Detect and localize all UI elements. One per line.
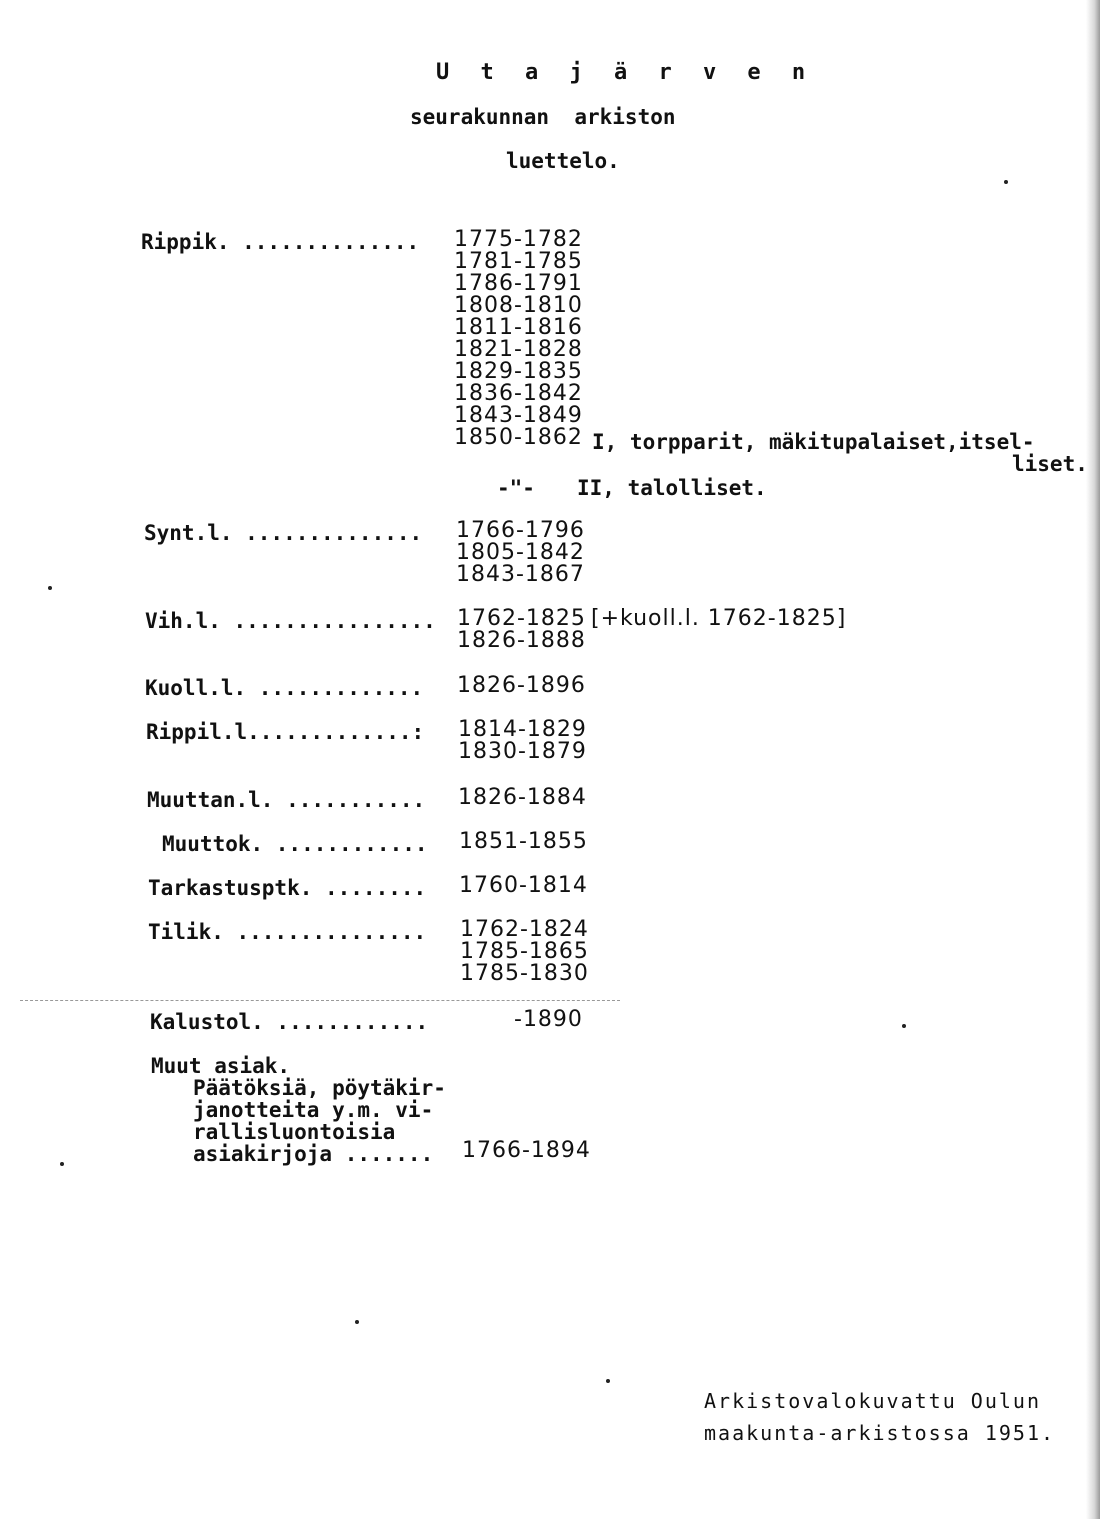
entry-dates-muuttok: 1851-1855 [459, 829, 588, 854]
entry-dates-synt: 1766-1796 1805-1842 1843-1867 [456, 518, 585, 587]
entry-dates-tilik: 1762-1824 1785-1865 1785-1830 [460, 917, 589, 986]
footer-line-2: maakunta-arkistossa 1951. [704, 1421, 1056, 1445]
document-title: U t a j ä r v e n [436, 60, 815, 85]
document-subtitle-2: luettelo. [506, 149, 620, 173]
entry-desc-muut: Päätöksiä, pöytäkir- janotteita y.m. vi- rallisluontoisia asiakirjoja ....... [193, 1076, 446, 1166]
entry-dates-muut: 1766-1894 [462, 1138, 591, 1163]
entry-label-kalustol: Kalustol. ............ [150, 1010, 429, 1034]
scan-speck [355, 1320, 359, 1324]
entry-note-rippik-1b: liset. [1012, 452, 1088, 476]
entry-note-rippik-1: I, torpparit, mäkitupalaiset,itsel- [592, 430, 1035, 454]
scan-speck [902, 1024, 906, 1028]
entry-label-kuoll: Kuoll.l. ............. [145, 676, 424, 700]
faint-rule [20, 1000, 620, 1001]
scan-speck [1004, 180, 1008, 184]
entry-label-vih: Vih.l. ................ [145, 609, 436, 633]
entry-note-rippik-2: II, talolliset. [577, 476, 767, 500]
entry-label-muut: Muut asiak. [151, 1054, 291, 1078]
entry-ditto-rippik: -"- [497, 476, 535, 500]
entry-dates-rippik: 1775-1782 1781-1785 1786-1791 1808-1810 1811-1816 1821-1828 1829-1835 1836-1842 1843-1849 1850-1862 [454, 227, 583, 450]
entry-dates-rippil: 1814-1829 1830-1879 [458, 717, 587, 764]
entry-label-rippil: Rippil.l.............: [146, 720, 425, 744]
entry-label-tarkastusptk: Tarkastusptk. ........ [148, 876, 427, 900]
scan-speck [60, 1162, 64, 1166]
entry-label-muuttok: Muuttok. ............ [162, 832, 428, 856]
entry-dates-kuoll: 1826-1896 [457, 673, 586, 698]
entry-note-vih: [+kuoll.l. 1762-1825] [591, 606, 847, 631]
page-edge-shadow [1086, 0, 1100, 1519]
document-subtitle: seurakunnan arkiston [410, 105, 676, 129]
entry-label-tilik: Tilik. ............... [148, 920, 427, 944]
scan-speck [48, 586, 52, 590]
scan-speck [606, 1379, 610, 1383]
entry-dates-tarkastusptk: 1760-1814 [459, 873, 588, 898]
entry-label-rippik: Rippik. .............. [141, 230, 420, 254]
entry-dates-muuttan: 1826-1884 [458, 785, 587, 810]
entry-dates-kalustol: -1890 [514, 1007, 583, 1032]
footer-line-1: Arkistovalokuvattu Oulun [704, 1389, 1041, 1413]
entry-dates-vih: 1762-1825 1826-1888 [457, 606, 586, 653]
entry-label-synt: Synt.l. .............. [144, 521, 423, 545]
entry-label-muuttan: Muuttan.l. ........... [147, 788, 426, 812]
